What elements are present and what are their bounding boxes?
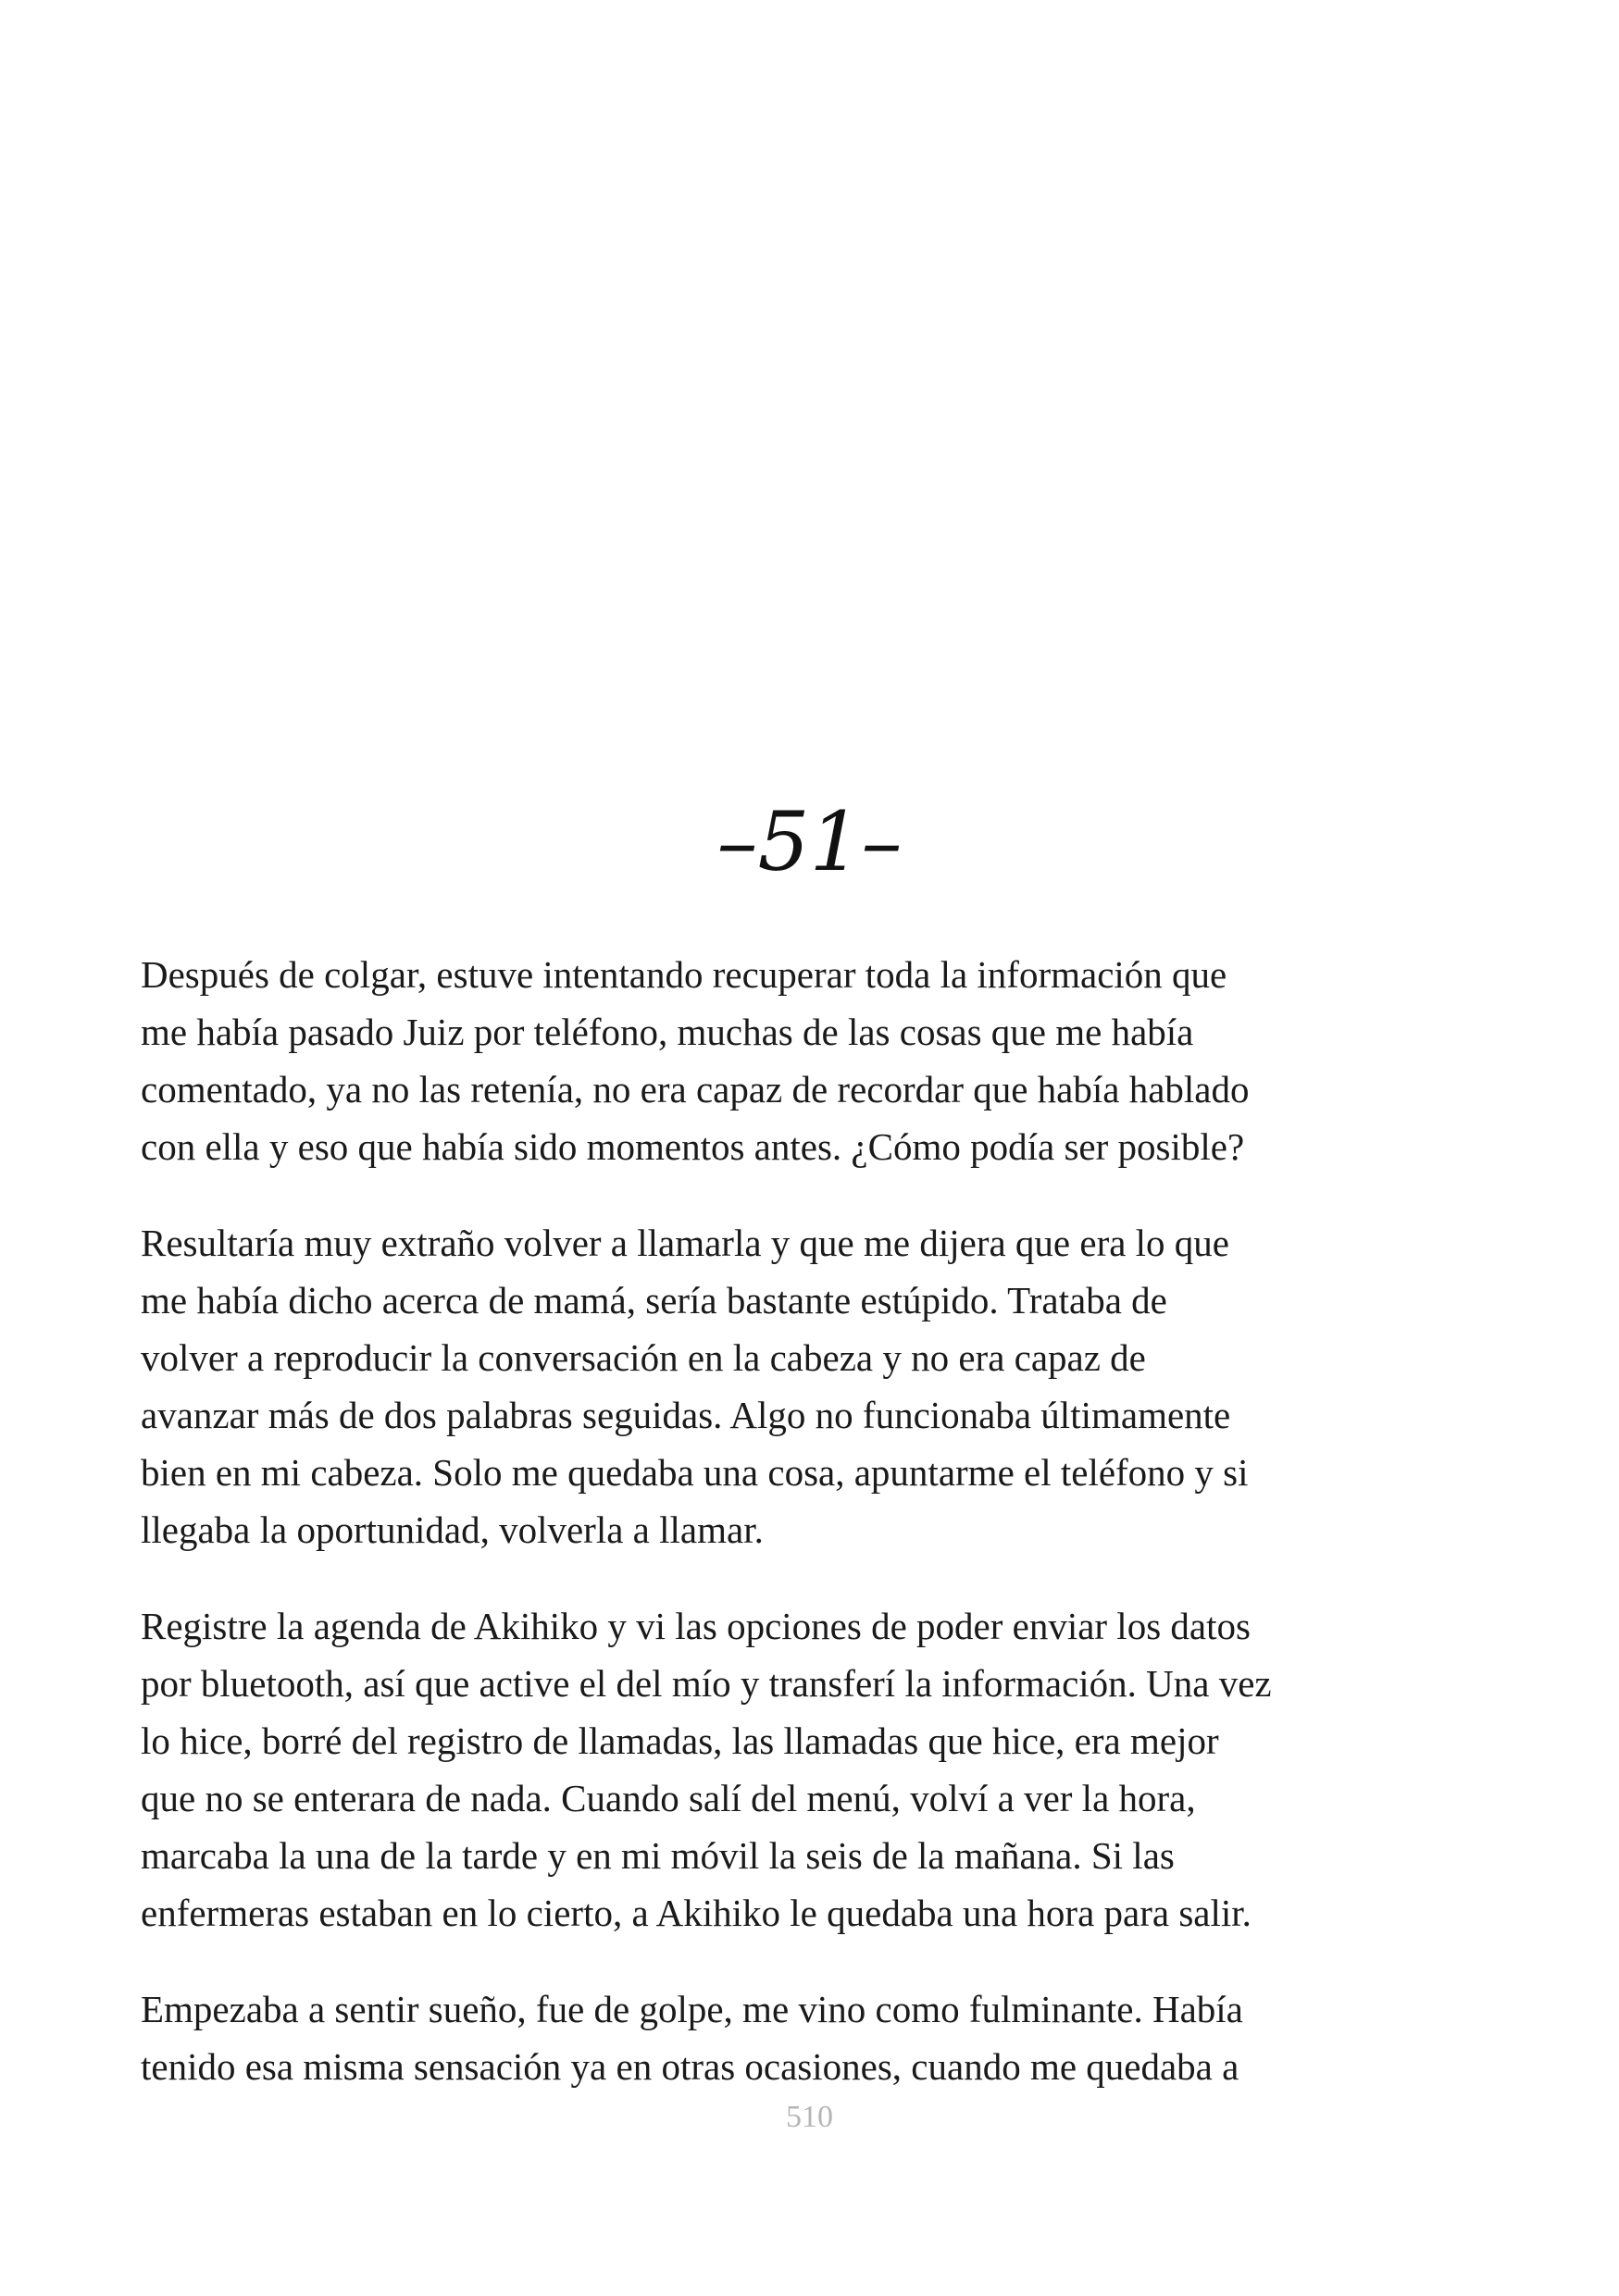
text-line: Resultaría muy extraño volver a llamarla y que me dijera que era lo que: [141, 1222, 1230, 1264]
body-text: [141, 946, 1492, 2134]
text-line: me había pasado Juiz por teléfono, muchas de las cosas que me había: [141, 1011, 1194, 1053]
text-line: llegaba la oportunidad, volverla a llamar.: [141, 1508, 764, 1551]
text-line: bien en mi cabeza. Solo me quedaba una cosa, apuntarme el teléfono y si: [141, 1451, 1249, 1494]
text-line: con ella y eso que había sido momentos antes. ¿Cómo podía ser posible?: [141, 1125, 1245, 1168]
text-line: Registre la agenda de Akihiko y vi las opciones de poder enviar los datos: [141, 1605, 1251, 1647]
text-line: lo hice, borré del registro de llamadas, las llamadas que hice, era mejor: [141, 1719, 1219, 1762]
text-line: Empezaba a sentir sueño, fue de golpe, me vino como fulminante. Había: [141, 1988, 1243, 2030]
text-line: marcaba la una de la tarde y en mi móvil la seis de la mañana. Si las: [141, 1834, 1175, 1877]
text-line: tenido esa misma sensación ya en otras ocasiones, cuando me quedaba a: [141, 2045, 1239, 2088]
page-number: 510: [786, 2100, 833, 2134]
text-line: volver a reproducir la conversación en la cabeza y no era capaz de: [141, 1336, 1146, 1379]
chapter-title: –51–: [716, 794, 903, 889]
text-line: enfermeras estaban en lo cierto, a Akihiko le quedaba una hora para salir.: [141, 1892, 1252, 1934]
paragraph-4: [141, 1980, 1492, 2095]
text-line: avanzar más de dos palabras seguidas. Algo no funcionaba últimamente: [141, 1394, 1231, 1436]
text-line: me había dicho acerca de mamá, sería bastante estúpido. Trataba de: [141, 1279, 1167, 1322]
text-line: Después de colgar, estuve intentando recuperar toda la información que: [141, 953, 1227, 996]
text-line: por bluetooth, así que active el del mío y transferí la información. Una vez: [141, 1662, 1272, 1705]
text-line: comentado, ya no las retenía, no era capaz de recordar que había hablado: [141, 1068, 1250, 1111]
paragraph-1: [141, 946, 1492, 1175]
paragraph-2: [141, 1214, 1492, 1558]
paragraph-3: [141, 1597, 1492, 1942]
text-line: que no se enterara de nada. Cuando salí del menú, volví a ver la hora,: [141, 1777, 1196, 1819]
